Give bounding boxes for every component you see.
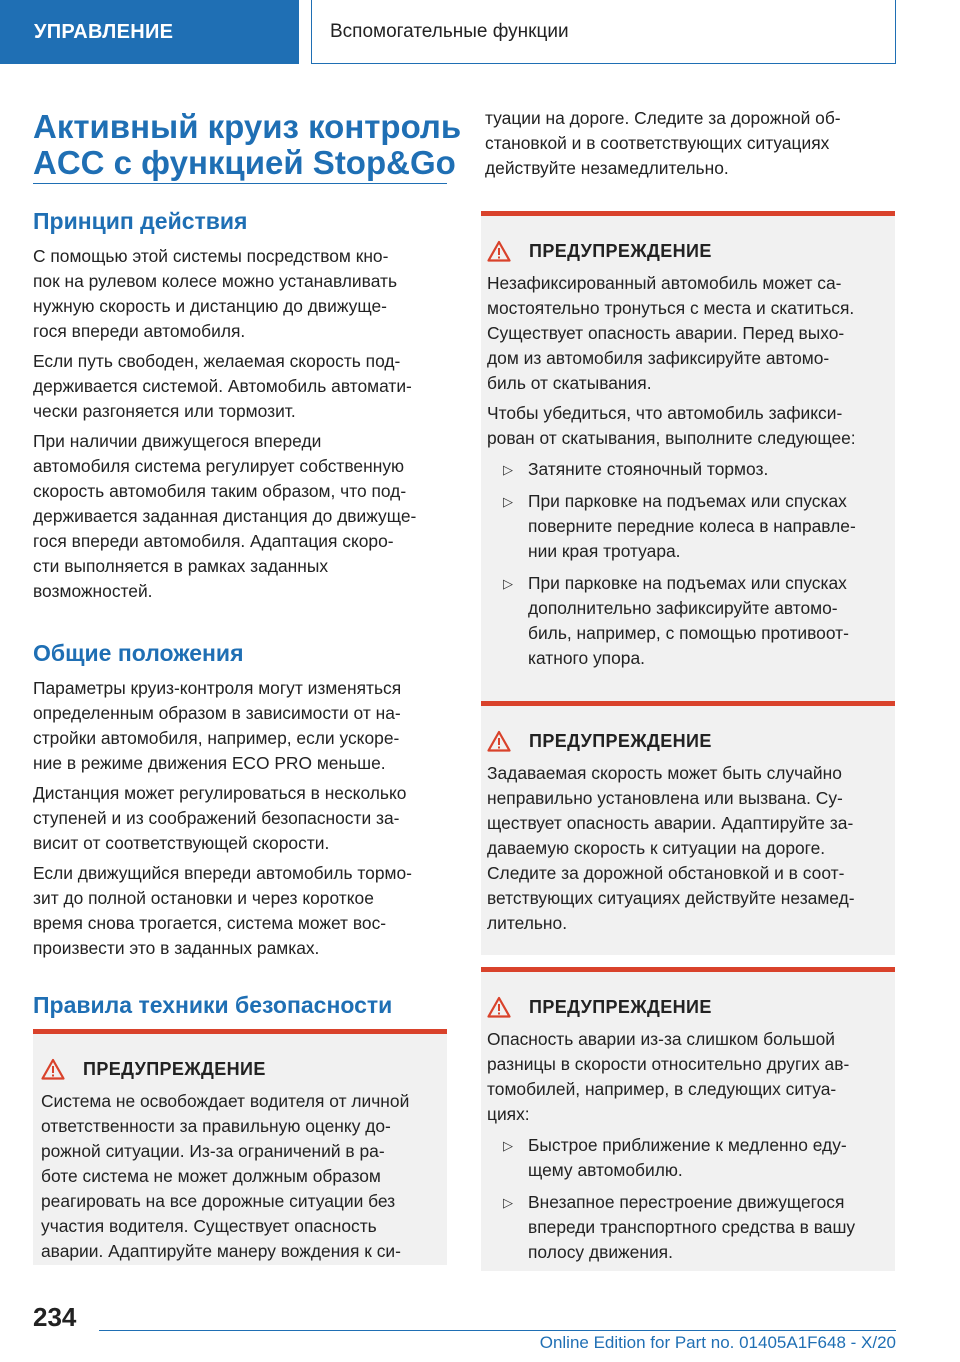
triangle-bullet-icon: ▷ [503, 1195, 513, 1210]
warning-box-4 [481, 967, 895, 1271]
list-item: ▷ Затяните стояночный тормоз. [487, 457, 887, 482]
footer-edition: Online Edition for Part no. 01405A1F648 - X/20 [539, 1333, 896, 1352]
page-number: 234 [33, 1302, 77, 1332]
general-p2: Дистанция может регулироваться в несколько ступеней и из соображений безопасности за- висит от соответствующей скорости. [33, 783, 407, 853]
page-title-line2: ACC с функцией Stop&Go [33, 144, 456, 181]
principle-heading: Принцип действия [33, 208, 248, 234]
warning-2-p2: Чтобы убедиться, что автомобиль зафикси- рован от скатывания, выполните следующее: [487, 403, 856, 448]
list-item: ▷ При парковке на подъемах или спусках дополнительно зафиксируйте автомо- биль, например, с помощью противоот- катного упора. [503, 573, 849, 668]
general-text [33, 676, 453, 961]
triangle-bullet-icon: ▷ [503, 462, 513, 477]
list-item: ▷ При парковке на подъемах или спусках поверните передние колеса в направле- нии края тротуара. [503, 491, 856, 561]
warning-text-1: Система не освобождает водителя от личной ответственности за правильную оценку до- рожной ситуации. Из-за ограничений в ра- боте система не может должным образом реагировать на все дорожные ситуации без участия водителя. Существует опасность аварии. Адаптируйте манеру вождения к си- [41, 1091, 410, 1261]
general-p3: Если движущийся впереди автомобиль тормо- зит до полной остановки и через короткое время снова трогается, система может вос- произвести это в заданных рамках. [33, 863, 412, 958]
warning-4-text: Опасность аварии из-за слишком большой разницы в скорости относительно других ав- томобилей, например, в следующих ситуа- циях: [487, 1029, 850, 1124]
warning-2-list [487, 457, 887, 671]
general-p1: Параметры круиз-контроля могут изменяться определенным образом в зависимости от на- стройки автомобиля, например, если ускоре- ние в режиме движения ECO PRO меньше. [33, 678, 402, 773]
warning-title-3: ПРЕДУПРЕЖДЕНИЕ [487, 730, 887, 752]
safety-heading: Правила техники безопасности [33, 992, 393, 1018]
warning-text-3: Задаваемая скорость может быть случайно неправильно установлена или вызвана. Су- ществует опасность аварии. Адаптируйте за- даваемую скорость к ситуации на дороге. Следите за дорожной обстановкой и в соот- ветствующих ситуациях действуйте незамед- лительно. [487, 763, 855, 933]
principle-text [33, 244, 453, 604]
list-item: ▷ Быстрое приближение к медленно еду- щему автомобилю. [503, 1135, 847, 1180]
warning-triangle-icon [487, 240, 511, 262]
warning-triangle-icon [487, 996, 511, 1018]
principle-p2: Если путь свободен, желаемая скорость под- держивается системой. Автомобиль автомати- чески разгоняется или тормозит. [33, 351, 412, 421]
principle-p3: При наличии движущегося впереди автомобиля система регулирует собственную скорость автомобиля таким образом, что под- держивается заданная дистанция до движуще- гося впереди автомобиля. Адаптация скоро- сти выполняется в рамках заданных возможностей. [33, 431, 417, 601]
warning-box-3 [481, 701, 895, 955]
triangle-bullet-icon: ▷ [503, 1138, 513, 1153]
warning-triangle-icon [487, 730, 511, 752]
chapter-tab [0, 0, 299, 64]
footer-rule [99, 1330, 896, 1331]
principle-p1: С помощью этой системы посредством кно- пок на рулевом колесе можно устанавливать нужную скорость и дистанцию до движуще- гося впереди автомобиля. [33, 246, 398, 341]
warning-title-2: ПРЕДУПРЕЖДЕНИЕ [487, 240, 887, 262]
warning-4-list [487, 1133, 887, 1265]
list-item: ▷ Внезапное перестроение движущегося впереди транспортного средства в вашу полосу движения. [503, 1192, 856, 1262]
warning-triangle-icon [41, 1058, 65, 1080]
section-header [311, 0, 896, 64]
warning-2-p1: Незафиксированный автомобиль может са- мостоятельно тронуться с места и скатиться. Существует опасность аварии. Перед выхо- дом из автомобиля зафиксируйте автомо- биль от скатывания. [487, 273, 855, 393]
continuation-text: туации на дороге. Следите за дорожной об- становкой и в соответствующих ситуациях действуйте незамедлительно. [485, 108, 841, 178]
warning-title-4: ПРЕДУПРЕЖДЕНИЕ [487, 996, 887, 1018]
section-label: Вспомогательные функции [330, 20, 569, 42]
warning-box-1 [33, 1029, 447, 1265]
page-title-line1: Активный круиз контроль [33, 108, 462, 145]
triangle-bullet-icon: ▷ [503, 494, 513, 509]
chapter-label: УПРАВЛЕНИЕ [34, 20, 174, 43]
general-heading: Общие положения [33, 640, 244, 666]
warning-box-2 [481, 211, 895, 701]
triangle-bullet-icon: ▷ [503, 576, 513, 591]
title-rule [33, 183, 447, 184]
warning-title-1: ПРЕДУПРЕЖДЕНИЕ [41, 1058, 439, 1080]
